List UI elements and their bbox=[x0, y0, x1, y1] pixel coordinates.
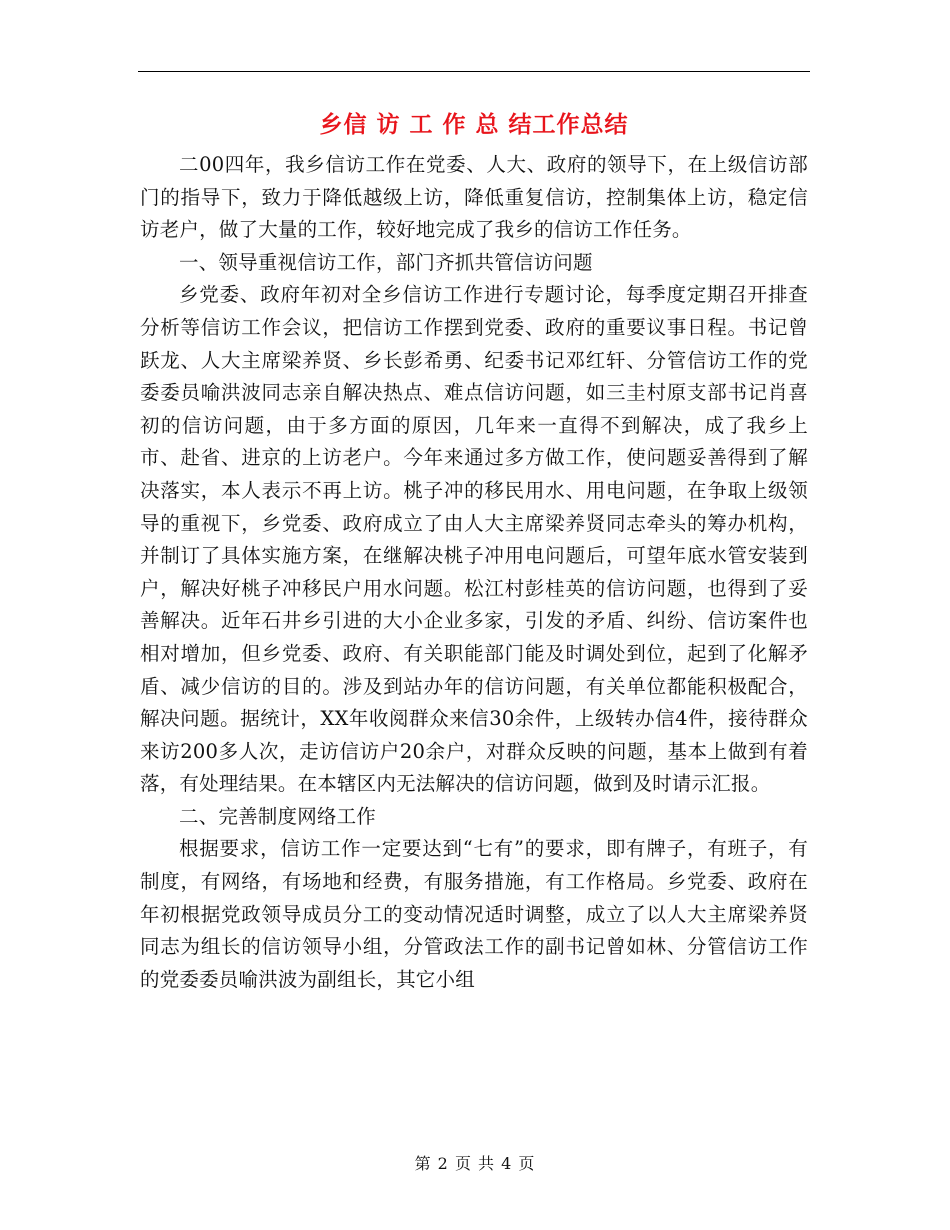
section-heading-2: 二、完善制度网络工作 bbox=[179, 804, 377, 828]
header-rule bbox=[138, 71, 810, 72]
document-title: 乡信 访 工 作 总 结工作总结 bbox=[319, 111, 629, 138]
intro-paragraph: 二00四年，我乡信访工作在党委、人大、政府的领导下，在上级信访部门的指导下，致力于降低越级上访，降低重复信访，控制集体上访，稳定信访老户，做了大量的工作，较好地完成了我乡的信访工作任务。 bbox=[140, 153, 808, 242]
section-heading-1: 一、领导重视信访工作，部门齐抓共管信访问题 bbox=[179, 250, 593, 274]
section-2-paragraph: 根据要求，信访工作一定要达到“七有”的要求，即有牌子，有班子，有制度，有网络，有场地和经费，有服务措施，有工作格局。乡党委、政府在年初根据党政领导成员分工的变动情况适时调整，成立了以人大主席梁养贤同志为组长的信访领导小组，分管政法工作的副书记曾如林、分管信访工作的党委委员喻洪波为副组长，其它小组 bbox=[140, 837, 808, 991]
page-number-footer: 第 2 页 共 4 页 bbox=[414, 1154, 536, 1173]
section-1-paragraph: 乡党委、政府年初对全乡信访工作进行专题讨论，每季度定期召开排查分析等信访工作会议，把信访工作摆到党委、政府的重要议事日程。书记曾跃龙、人大主席梁养贤、乡长彭希勇、纪委书记邓红轩、分管信访工作的党委委员喻洪波同志亲自解决热点、难点信访问题，如三圭村原支部书记肖喜初的信访问题，由于多方面的原因，几年来一直得不到解决，成了我乡上市、赴省、进京的上访老户。今年来通过多方做工作，使问题妥善得到了解决落实，本人表示不再上访。桃子冲的移民用水、用电问题，在争取上级领导的重视下，乡党委、政府成立了由人大主席梁养贤同志牵头的筹办机构，并制订了具体实施方案，在继解决桃子冲用电问题后，可望年底水管安装到户，解决好桃子冲移民户用水问题。松江村彭桂英的信访问题，也得到了妥善解决。近年石井乡引进的大小企业多家，引发的矛盾、纠纷、信访案件也相对增加，但乡党委、政府、有关职能部门能及时调处到位，起到了化解矛盾、减少信访的目的。涉及到站办年的信访问题，有关单位都能积极配合，解决问题。据统计，XX年收阅群众来信30余件，上级转办信4件，接待群众来访200多人次，走访信访户20余户，对群众反映的问题，基本上做到有着落，有处理结果。在本辖区内无法解决的信访问题，做到及时请示汇报。 bbox=[140, 283, 808, 796]
document-body bbox=[140, 149, 808, 996]
